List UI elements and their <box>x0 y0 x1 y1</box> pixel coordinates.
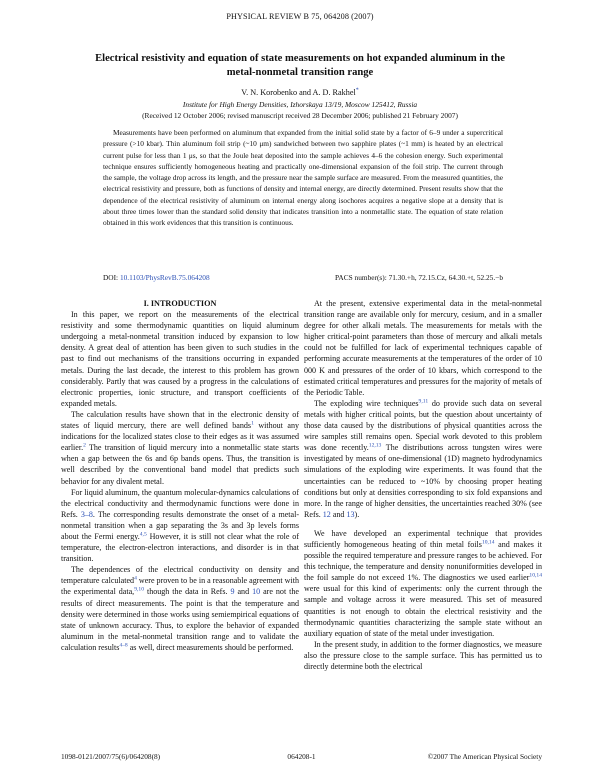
text-run: and makes it possible the required temperature and pressure ranges to be achieved. For this technique, the temperature and density nonuniformities developed in the foil sample do not exceed 1%. The diagnostics we used earlier <box>304 539 543 583</box>
abstract-line: Measurements have been performed on aluminum that expanded from the initial solid state by a factor of <box>113 128 428 137</box>
doi <box>103 273 210 282</box>
citation[interactable]: 3–8 <box>80 509 93 519</box>
abstract-line: directly determined. Present results show that the dependence of the electrical resistivity of aluminum on <box>103 184 503 205</box>
paragraph <box>61 564 299 653</box>
abstract-line: measured quantities, the electrical resistivity and pressure, both as functions of density and internal energy, are <box>103 173 503 194</box>
abstract-line: in this work evidences that this transition is continuous. <box>130 218 294 228</box>
text-run: The calculation results have shown that in the electronic density of states of liquid mercury, there are well defined bands <box>61 409 299 431</box>
text-run: as well, direct measurements should be performed. <box>127 642 294 652</box>
text-run: were usual for this kind of experiments: only the current through the sample and voltage across it were measured. This set of measured quantities is not enough to obtain the electrical resistivity and the thermodynamic quantities characterizing the sample state without an auxiliary equation of state of the metal under investigation. <box>304 584 542 638</box>
abstract-line: internal energy along isochores acquires a negative slope at a density that is about three times lower than the <box>103 195 503 217</box>
abstract-line: deposited into the sample achieves 4–6 the cohesion energy. Such experimental technique ensures sufficiently <box>103 150 503 171</box>
citation[interactable]: 12,13 <box>368 442 382 449</box>
author-footnote-marker[interactable]: * <box>355 87 359 94</box>
text-run: do provide such data on several metals with higher critical points, but the question about uncertainty of those data caused by the distributions of physical quantities across the wire samples still remains open. Special work devoted to this problem was done recently. <box>304 398 542 453</box>
paragraph: In this paper, we report on the measurements of the electrical resistivity and some thermodynamic quantities on liquid aluminum undergoing a metal-nonmetal transition induced by expansion to low density. A great deal of attention has been given to such studies in the past to find out mechanisms of the transitions occurring in expanded metals. During the last decade, the interest to this problem has grown considerably. Partly that was caused by a progress in the calculations of electronic properties, ionic structure, and transport coefficients of expanded metals. <box>61 310 299 408</box>
citation[interactable]: 10 <box>252 587 261 597</box>
text-run: though the data in Refs. <box>144 587 231 597</box>
paragraph <box>304 398 542 520</box>
citation[interactable]: 10,14 <box>481 539 495 546</box>
text-run: without any indications for the localized states close to their edges as it was assumed earlier. <box>61 421 299 453</box>
citation[interactable]: 10,14 <box>529 572 542 579</box>
author-list <box>60 88 540 97</box>
doi-link[interactable]: 10.1103/PhysRevB.75.064208 <box>119 273 210 282</box>
paragraph <box>304 528 542 639</box>
paragraph: At the present, extensive experimental data in the metal-nonmetal transition range are available only for mercury, cesium, and in a smaller degree for other alkali metals. The measurements for metals with the higher critical-point parameters than those of mercury and alkali metals could not be fulfilled for lack of experimental techniques capable of performing accurate measurements at the temperatures of the order of 10 000 K and pressures of the order of 10 kbars, which correspond to the estimated critical temperatures and pressures for the majority of metals of the Periodic Table. <box>304 299 542 397</box>
right-column <box>304 298 542 672</box>
running-header: PHYSICAL REVIEW B 75, 064208 (2007) <box>226 12 374 21</box>
abstract-line: homogeneous heating and practically one-dimensional expansion of the foil strip. The current through the <box>103 161 504 183</box>
abstract <box>103 127 503 229</box>
abstract-line: standard solid density that indicates transition into a nonmetallic state. The equation of state relation obtained <box>103 207 504 228</box>
left-column <box>61 298 299 653</box>
text-run: and <box>234 587 253 597</box>
page-footer <box>61 752 542 764</box>
citation[interactable]: 13 <box>346 509 355 519</box>
text-run: . The corresponding results demonstrate the onset of a metal-nonmetal transition when a gap separating the 3s and 3p levels forms about the Fermi energy. <box>61 509 299 541</box>
abstract-line: sapphire plates (~1 mm) is heated by an electrical current pulse for less than 1 μs, so that the Joule heat <box>103 139 503 160</box>
text-run: We have developed an experimental technique that provides sufficiently homogeneous heating of thin metal foils <box>304 528 542 549</box>
affiliation: Institute for High Energy Densities, Izhorskaya 13/19, Moscow 125412, Russia <box>182 100 418 109</box>
text-run: are not the results of direct measurements. The point is that the temperature and density were determined in those works using semiempirical equations of state of unknown accuracy. Thus, to explore the behavior of expanded aluminum in the metal-nonmetal transition range and to validate the calculation results <box>61 587 299 652</box>
abstract-line: sample, the voltage drop across its length, and the pressure near the sample surface are measured. From the <box>113 173 430 183</box>
doi-pacs-line <box>103 273 503 285</box>
citation[interactable]: 1 <box>251 420 254 427</box>
abstract-line: 6–9 under a supercritical pressure (>10 kbar). Thin aluminum foil strip (~10 μm) sandwiched between two <box>103 128 504 149</box>
footer-journal-code: 1098-0121/2007/75(6)/064208(8) <box>61 752 161 761</box>
author-names: V. N. Korobenko and A. D. Rakhel <box>241 88 356 97</box>
citation[interactable]: 4 <box>134 575 137 582</box>
doi-label: DOI: <box>103 273 120 282</box>
text-run: The dependences of the electrical conductivity on density and temperature calculated <box>61 565 299 586</box>
paragraph <box>61 487 299 565</box>
text-run: For liquid aluminum, the quantum molecular-dynamics calculations of the electrical conductivity and thermodynamic functions were done in Refs. <box>61 487 299 519</box>
publication-dates: (Received 12 October 2006; revised manuscript received 28 December 2006; published 21 February 2007) <box>142 111 458 120</box>
citation[interactable]: 9,11 <box>418 398 429 405</box>
citation[interactable]: 4,5 <box>139 531 147 538</box>
footer-page-number: 064208-1 <box>287 752 316 761</box>
footer-copyright: ©2007 The American Physical Society <box>427 752 542 761</box>
text-run: ). <box>354 509 360 519</box>
text-run: The transition of liquid mercury into a nonmetallic state starts when a gap between the 6s and 6p bands opens. Thus, the transition is well described by the conventional band model that predicts such behavior for any divalent metal. <box>61 443 299 486</box>
text-run: were proven to be in a reasonable agreement with the experimental data, <box>61 576 299 597</box>
section-heading-introduction: I. INTRODUCTION <box>143 299 217 308</box>
text-run: The exploding wire techniques <box>314 398 419 408</box>
citation[interactable]: 2 <box>83 442 86 449</box>
pacs-numbers: PACS number(s): 71.30.+h, 72.15.Cz, 64.30.+t, 52.25.−b <box>334 273 503 282</box>
paragraph <box>61 409 299 487</box>
text-run: The distributions across tungsten wires were investigated by means of one-dimensional (1D) magneto hydrodynamics simulations of the exploding wire experiments. It was found that the uncertainties can be reduced to ~10% by choosing proper heating conditions but only at densities corresponding to six fold expansions and more. In the range of higher densities, the uncertainties reached 30% (see Refs. <box>304 443 542 519</box>
paragraph: In the present study, in addition to the former diagnostics, we measure also the pressure close to the sample surface. This has permitted us to directly determine both the electrical <box>304 639 542 671</box>
title-line-1: Electrical resistivity and equation of state measurements on hot expanded aluminum in the <box>95 53 505 64</box>
citation[interactable]: 12 <box>322 509 331 519</box>
title-line-2: metal-nonmetal transition range <box>226 67 374 78</box>
citation[interactable]: 4–8 <box>119 642 128 649</box>
citation[interactable]: 9,10 <box>134 586 144 593</box>
paper-title <box>60 52 540 80</box>
text-run: However, it is still not clear what the role of temperature, the electron-electron interactions, and disorder is in that transition. <box>61 531 300 564</box>
text-run: and <box>330 509 347 519</box>
citation[interactable]: 9 <box>230 587 235 597</box>
